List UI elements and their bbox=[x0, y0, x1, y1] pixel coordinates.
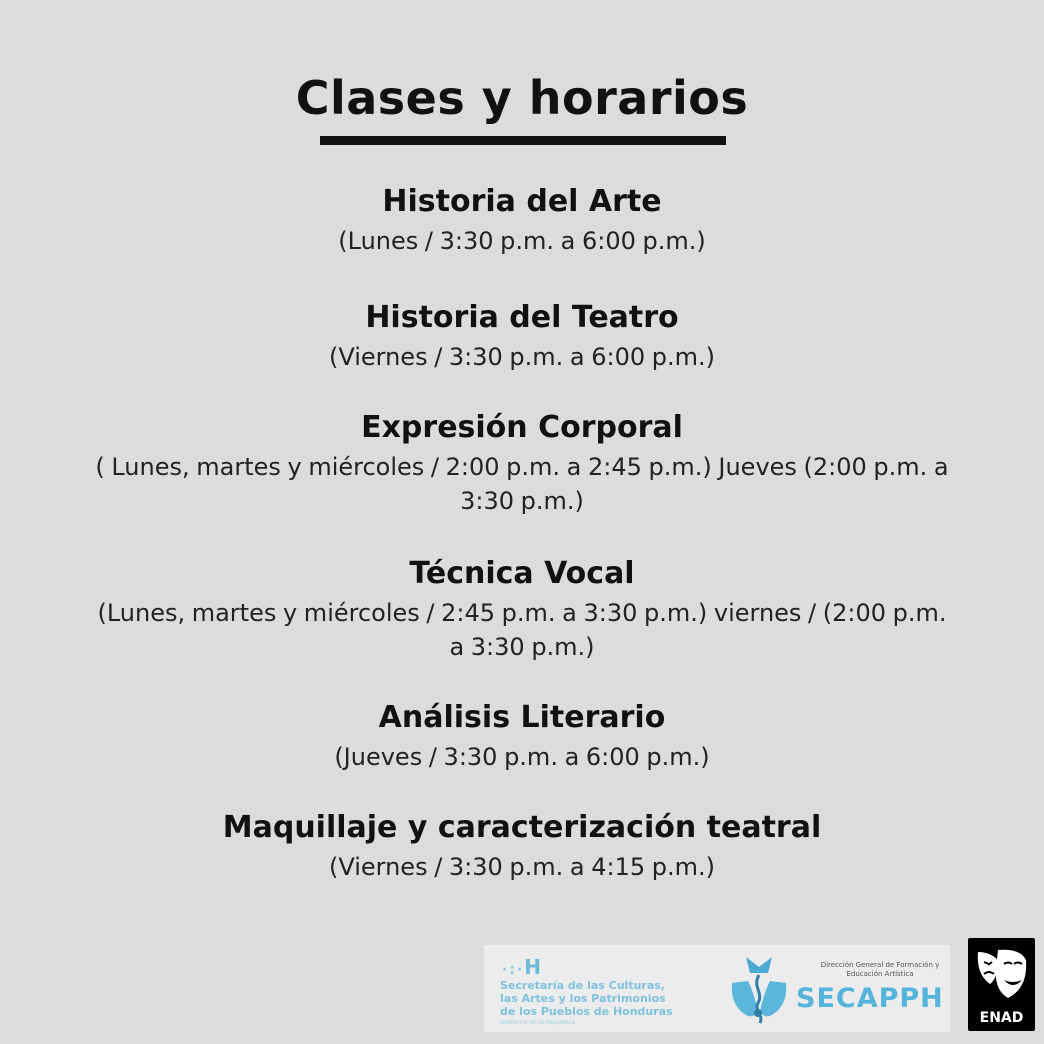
page-title: Clases y horarios bbox=[295, 71, 749, 125]
dots-icon: ·:· bbox=[502, 962, 525, 978]
class-schedule: (Viernes / 3:30 p.m. a 6:00 p.m.) bbox=[328, 343, 716, 371]
sponsor-logos bbox=[484, 945, 950, 1032]
enad-label: ENAD bbox=[979, 1010, 1024, 1026]
enad-logo bbox=[968, 938, 1035, 1031]
class-schedule: (Jueves / 3:30 p.m. a 6:00 p.m.) bbox=[334, 743, 710, 771]
secretaria-name: Secretaría de las Culturas, las Artes y los Patrimonios de los Pueblos de Honduras bbox=[500, 979, 673, 1018]
class-schedule: (Viernes / 3:30 p.m. a 4:15 p.m.) bbox=[328, 853, 716, 881]
class-name: Historia del Teatro bbox=[365, 300, 679, 335]
class-item bbox=[0, 180, 1044, 258]
title-underline bbox=[320, 136, 726, 145]
class-item bbox=[0, 552, 1044, 664]
class-item bbox=[0, 806, 1044, 884]
class-name: Historia del Arte bbox=[382, 184, 662, 219]
secretaria-subtitle: Gobierno de la República bbox=[500, 1019, 576, 1026]
secretaria-logo-mark: ·:·H bbox=[502, 955, 541, 979]
class-item bbox=[0, 296, 1044, 374]
class-schedule: (Lunes / 3:30 p.m. a 6:00 p.m.) bbox=[338, 227, 706, 255]
class-name: Análisis Literario bbox=[378, 700, 666, 735]
theatre-masks-icon bbox=[968, 938, 1035, 1010]
secapph-emblem-icon bbox=[724, 953, 794, 1029]
class-name: Expresión Corporal bbox=[361, 410, 683, 445]
direccion-general-text: Dirección General de Formación y Educación Artística bbox=[820, 961, 940, 978]
class-schedule: (Lunes, martes y miércoles / 2:45 p.m. a 3:30 p.m.) viernes / (2:00 p.m. a 3:30 p.m.) bbox=[97, 599, 947, 661]
secapph-wordmark: SECAPPH bbox=[796, 983, 944, 1014]
class-item bbox=[0, 406, 1044, 518]
class-item bbox=[0, 696, 1044, 774]
class-name: Técnica Vocal bbox=[409, 556, 635, 591]
class-schedule: ( Lunes, martes y miércoles / 2:00 p.m. a 2:45 p.m.) Jueves (2:00 p.m. a 3:30 p.m.) bbox=[95, 453, 949, 515]
class-name: Maquillaje y caracterización teatral bbox=[222, 810, 822, 845]
